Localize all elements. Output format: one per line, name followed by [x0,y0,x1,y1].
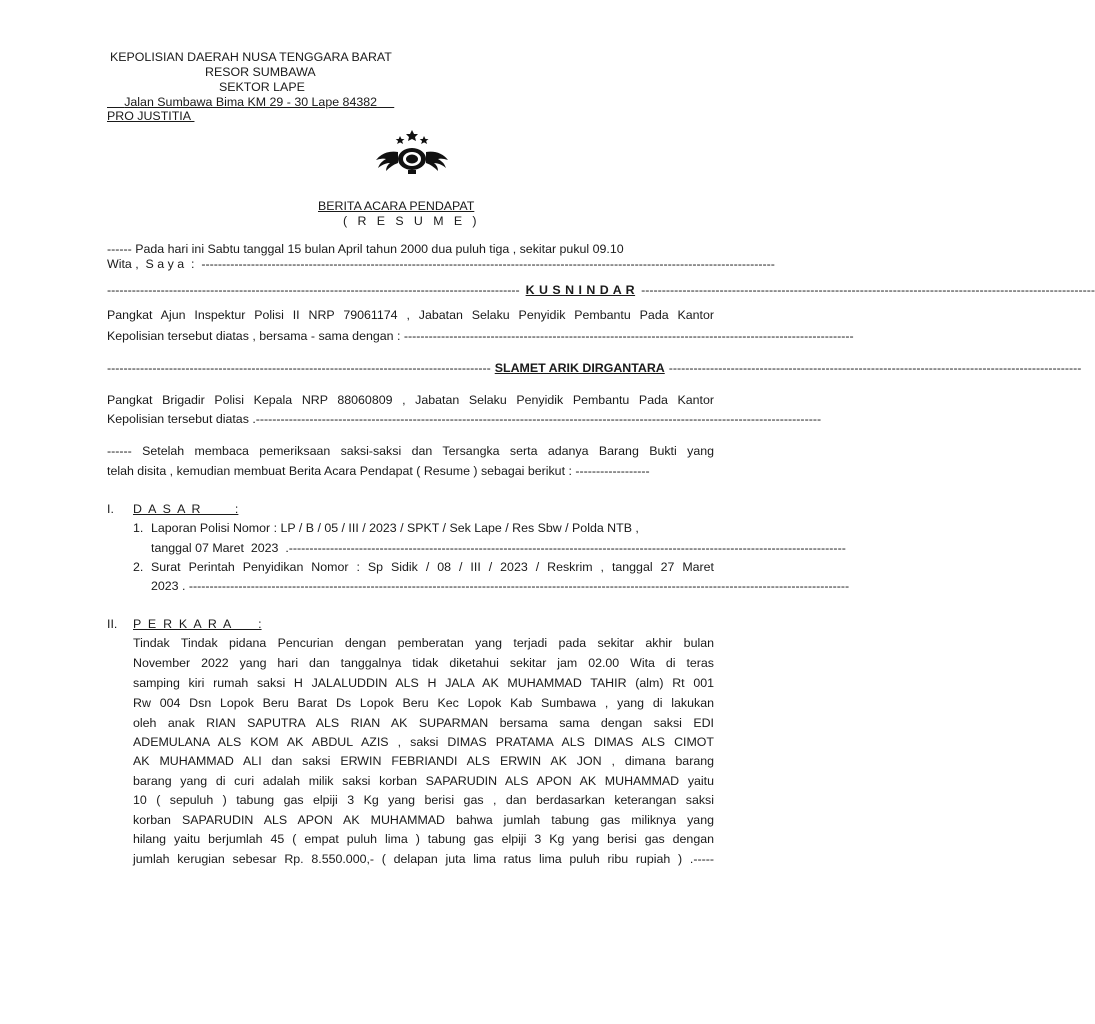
resort-name: RESOR SUMBAWA [205,65,316,79]
agency-name: KEPOLISIAN DAERAH NUSA TENGGARA BARAT [110,50,392,64]
case-text-line: korban SAPARUDIN ALS APON AK MUHAMMAD bahwa jumlah tabung gas miliknya yang [133,813,714,827]
sector-name: SEKTOR LAPE [219,80,305,94]
document-title: BERITA ACARA PENDAPAT [318,199,475,213]
intro-line-1: ------ Setelah membaca pemeriksaan saksi-saksi dan Tersangka serta adanya Barang Bukti yang [107,444,714,458]
section-2-heading: P E R K A R A : [133,617,262,631]
case-text-line: jumlah kerugian sebesar Rp. 8.550.000,- ( delapan juta lima ratus lima puluh ribu rupiah ) .----- [133,852,714,866]
intro-line-2: telah disita , kemudian membuat Berita Acara Pendapat ( Resume ) sebagai berikut : ------------------ [107,464,650,478]
case-text-line: barang yang di curi adalah milik saksi korban SAPARUDIN ALS APON AK MUHAMMAD yaitu [133,774,714,788]
investigator-2-heading [107,361,1082,375]
section-1-item-2-line-2-text: 2023 . [151,579,189,593]
investigator-2-line-2 [107,412,822,426]
investigator-2-name: SLAMET ARIK DIRGANTARA [494,361,665,375]
case-text-line: November 2022 yang hari dan tanggalnya tidak diketahui sekitar jam 02.00 Wita di teras [133,656,714,670]
opening-line-1: ------ Pada hari ini Sabtu tanggal 15 bulan April tahun 2000 dua puluh tiga , sekitar pukul 09.10 [107,242,624,256]
address: Jalan Sumbawa Bima KM 29 - 30 Lape 84382 [124,95,378,109]
investigator-1-line-2 [107,329,854,343]
section-1-item-2-number: 2. [133,560,144,574]
investigator-1-line-1: Pangkat Ajun Inspektur Polisi II NRP 79061174 , Jabatan Selaku Penyidik Pembantu Pada Kantor [107,308,714,322]
opening-line-2-text: Wita , S a y a : [107,257,202,271]
case-text-line: Tindak Tindak pidana Pencurian dengan pemberatan yang terjadi pada sekitar akhir bulan [133,636,714,650]
investigator-2-line-1: Pangkat Brigadir Polisi Kepala NRP 88060809 , Jabatan Selaku Penyidik Pembantu Pada Kantor [107,393,714,407]
dash-filler: -------------------------------------------------------------------------------------------------------------- [641,283,1095,297]
section-2-numeral: II. [107,617,118,631]
investigator-1-name: K U S N I N D A R [525,283,636,297]
section-1-item-1-number: 1. [133,521,144,535]
case-text-line: ADEMULANA ALS KOM AK ABDUL AZIS , saksi DIMAS PRATAMA ALS DIMAS ALS CIMOT [133,735,714,749]
case-text-line: samping kiri rumah saksi H JALALUDDIN ALS H JALA AK MUHAMMAD TAHIR (alm) Rt 001 [133,676,714,690]
dash-filler: ---------------------------------------------------------------------------------------------------------------------------------------------------------------- [188,579,850,593]
investigator-2-line-2-text: Kepolisian tersebut diatas . [107,412,256,426]
opening-line-2 [107,257,775,271]
section-1-numeral: I. [107,502,114,516]
case-text-line: hilang yaitu berjumlah 45 ( empat puluh lima ) tabung gas elpiji 3 Kg yang berisi gas dengan [133,832,714,846]
case-text-line: oleh anak RIAN SAPUTRA ALS RIAN AK SUPARMAN bersama sama dengan saksi EDI [133,716,714,730]
dash-filler: --------------------------------------------------------------------------------------------- [107,361,491,375]
section-1-heading: D A S A R : [133,502,239,516]
dash-filler: ----------------------------------------------------------------------------------------------------------------------------------------- [255,412,822,426]
case-text-line: Rw 004 Dsn Lopok Beru Barat Ds Lopok Beru Kec Lopok Kab Sumbawa , yang di lakukan [133,696,714,710]
case-text-line: AK MUHAMMAD ALI dan saksi ERWIN FEBRIANDI ALS ERWIN AK JON , dimana barang [133,754,714,768]
investigator-1-line-2-text: Kepolisian tersebut diatas , bersama - sama dengan : [107,329,404,343]
section-1-item-1-line-2 [151,541,846,555]
dash-filler: --------------------------------------------------------------------------------------------------------------------------------------- [288,541,846,555]
section-1-item-1-line-2-text: tanggal 07 Maret 2023 . [151,541,289,555]
dash-filler: ------------------------------------------------------------------------------------------------------------- [403,329,854,343]
investigator-1-heading [107,283,1095,297]
dash-filler: ---------------------------------------------------------------------------------------------------- [668,361,1082,375]
police-emblem-icon [370,128,454,176]
document-subtitle: ( R E S U M E ) [343,214,477,228]
pro-justitia: PRO JUSTITIA [107,109,191,123]
section-1-item-1-line-1: Laporan Polisi Nomor : LP / B / 05 / III / 2023 / SPKT / Sek Lape / Res Sbw / Polda NTB , [151,521,639,535]
dash-filler: ---------------------------------------------------------------------------------------------------- [107,283,520,297]
section-1-item-2-line-1: Surat Perintah Penyidikan Nomor : Sp Sidik / 08 / III / 2023 / Reskrim , tanggal 27 Maret [151,560,714,574]
case-text-line: 10 ( sepuluh ) tabung gas elpiji 3 Kg yang berisi gas , dan berdasarkan keterangan saksi [133,793,714,807]
dash-filler: ------------------------------------------------------------------------------------------------------------------------------------------- [201,257,775,271]
section-1-item-2-line-2 [151,579,850,593]
